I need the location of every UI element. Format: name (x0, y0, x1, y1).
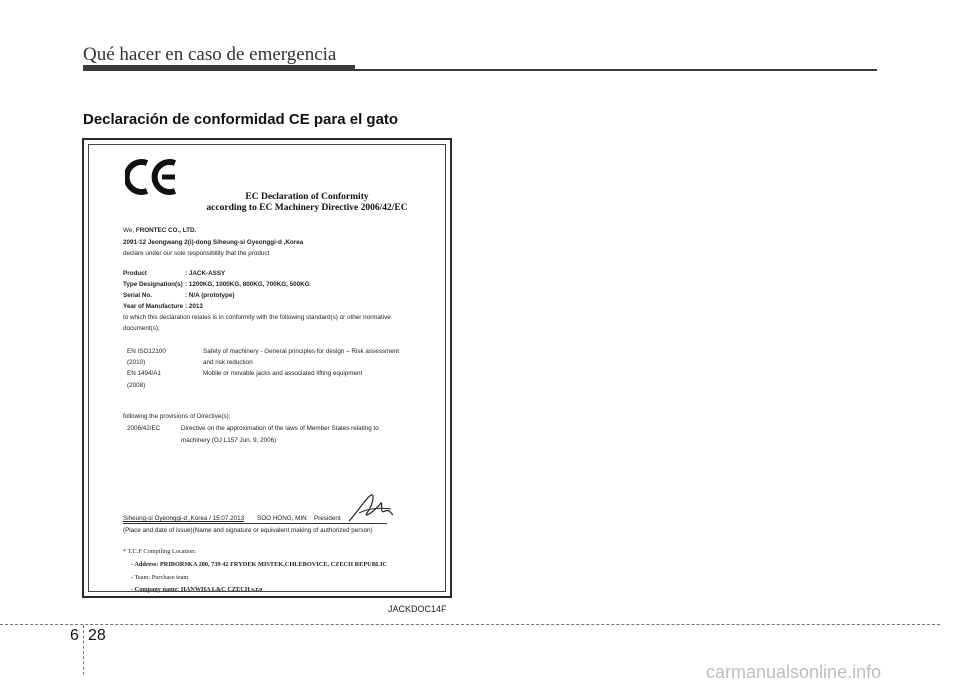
declare-text: declare under our sole responsibility that the product (123, 250, 270, 257)
certificate-subtitle: according to EC Machinery Directive 2006/42/EC (206, 203, 408, 213)
header-rule-thick (83, 65, 355, 71)
standard-desc: Mobile or movable jacks and associated lifting equipment (203, 370, 363, 377)
tcf-address: - Address: PRIBORSKA 280, 739 42 FRYDEK MISTEK,CHLEBOVICE, CZECH REPUBLIC (131, 561, 388, 568)
standard-code: (2010) (127, 359, 146, 366)
provisions-intro: following the provisions of Directive(s); (123, 413, 231, 420)
certificate-image (82, 138, 452, 598)
serial-label: Serial No. (123, 292, 153, 299)
chapter-title: Qué hacer en caso de emergencia (83, 44, 337, 65)
product-value: : JACK-ASSY (185, 270, 226, 277)
standard-code: EN ISO12100 (127, 348, 166, 355)
page-number: 28 (88, 627, 106, 644)
company-name: FRONTEC CO., LTD. (135, 227, 197, 234)
chapter-number: 6 (70, 627, 79, 644)
signature-image (345, 491, 395, 525)
we-line: We, FRONTEC CO., LTD. (123, 227, 197, 234)
standard-code: (2008) (127, 382, 146, 389)
product-label: Product (123, 270, 147, 277)
tcf-team: - Team: Purchase team (131, 574, 189, 581)
signature-line (123, 523, 387, 524)
company-address: 2091-12 Jeongwang 2(i)-dong Siheung-si Gyeonggi-d ,Korea (123, 239, 304, 246)
figure-caption: JACKDOC14F (388, 604, 447, 614)
standard-code: EN 1494/A1 (127, 370, 161, 377)
ce-mark-logo (125, 157, 185, 197)
standard-desc: and risk reduction (203, 359, 253, 366)
directive-code: 2006/42/EC (127, 425, 161, 432)
conformity-text-2: document(s); (123, 325, 160, 332)
sign-name: SOO HONG, MIN (257, 515, 307, 522)
tcf-title: * T.C.F Compiling Location: (123, 548, 197, 555)
directive-desc-1: Directive on the approximation of the laws of Member States relating to (181, 425, 379, 432)
directive-desc-2: machinery (OJ L157 Jun, 9, 2006) (181, 437, 277, 444)
type-label: Type Designation(s) (123, 281, 183, 288)
serial-value: : N/A (prototype) (185, 292, 235, 299)
certificate-border (88, 144, 446, 592)
year-label: Year of Manufacture (123, 303, 184, 310)
year-value: : 2013 (185, 303, 203, 310)
header-rule-thin (355, 69, 877, 71)
standard-desc: Safety of machinery - General principles for design – Risk assessment (203, 348, 399, 355)
certificate-title: EC Declaration of Conformity (245, 192, 369, 202)
type-value: : 1200KG, 1000KG, 800KG, 700KG, 500KG (185, 281, 310, 288)
watermark: carmanualsonline.info (706, 662, 882, 682)
footer-dashed-rule (0, 624, 940, 625)
sign-title: President (314, 515, 341, 522)
sign-caption: (Place and date of issue)(Name and signature or equivalent making of authorized person) (123, 527, 373, 534)
tcf-company: - Company name: HANWHA L&C CZECH s.r.o (131, 586, 263, 593)
conformity-text-1: to which this declaration relates is in conformity with the following standard(s) or other normative (123, 314, 391, 321)
footer-dashed-divider (83, 625, 84, 675)
section-heading: Declaración de conformidad CE para el gato (83, 111, 399, 128)
sign-place-date: Siheung-si Gyeonggi-d ,Korea / 15.07.2013 (123, 515, 245, 522)
